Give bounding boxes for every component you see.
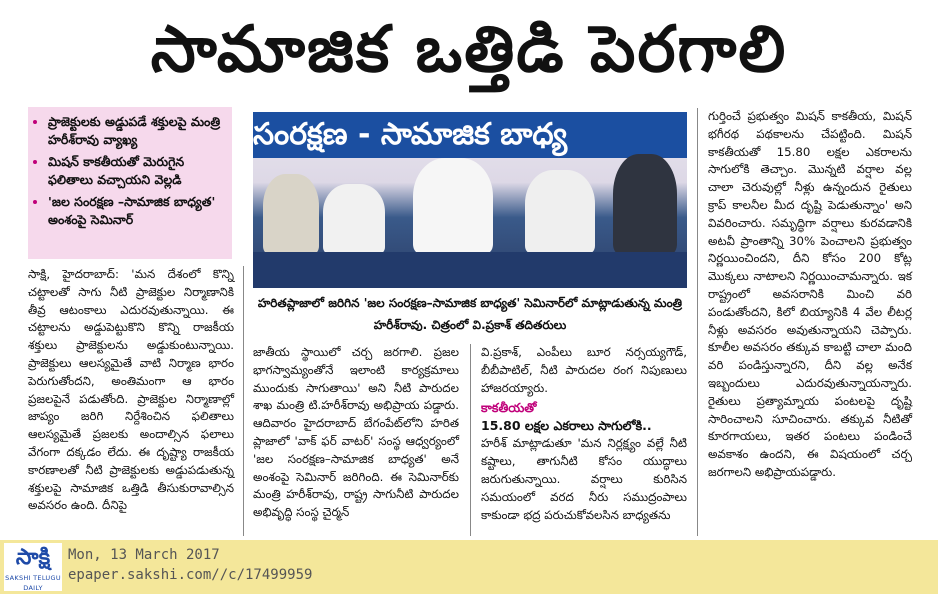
article-column-3 xyxy=(481,344,687,524)
article-text: గుర్తించే ప్రభుత్వం మిషన్ కాకతీయ, మిషన్ భగీరథ పథకాలను చేపట్టింది. మిషన్ కాకతీయతో 15.80 లక్షల ఎకరాలను సాగులోకి తెచ్చాం. మొన్నటి వర్షాల వల్ల చాలా చెరువుల్లో నీళ్లు ఉన్నందున రైతులు క్రాప్ కాలనీల మీద దృష్టి పెడుతున్నాం' అని వివరించారు. సమృద్ధిగా వర్షాలు కురవడానికి అటవీ ప్రాంతాన్ని 30% పెంచాలని ప్రభుత్వం నిర్ణయించిందని, దీని కోసం 200 కోట్ల మొక్కలు నాటాలని నిర్ణయించామన్నారు. ఇక రాష్ట్రంలో అవసరానికి మించి వరి పండుతోందని, కిలో బియ్యానికి 4 వేల లీటర్ల నీళ్లు అవసరం అవుతున్నాయని చెప్పారు. కూలీల అవసరం తక్కువ కాబట్టి చాలా మంది వరి పండిస్తున్నారని, దీని వల్ల అనేక ఇబ్బందులు ఎదురవుతున్నాయన్నారు. రైతులు ప్రత్యామ్నాయ పంటలపై దృష్టి సారించాలని సూచించారు. తక్కువ నీటితో కూరగాయలు, ఇతర పంటలు పండించే అవకాశం ఉందని, ఈ విషయంలో చర్చ జరగాలని అభిప్రాయపడ్డారు. xyxy=(708,109,912,479)
article-text: జాతీయ స్థాయిలో చర్చ జరగాలి. ప్రజల భాగస్వామ్యంతోనే ఇలాంటి కార్యక్రమాలు ముందుకు సాగుతాయి' అని నీటి పారుదల శాఖ మంత్రి టి.హరీశ్‌రావు అభిప్రాయ పడ్డారు. ఆదివారం హైదరాబాద్ బేగంపేట్‌లోని హరిత ప్లాజాలో 'వాక్ ఫర్ వాటర్' సంస్థ ఆధ్వర్యంలో 'జల సంరక్షణ–సామాజిక బాధ్యత' అనే అంశంపై సెమినార్ జరిగింది. ఈ సెమినార్‌కు మంత్రి హరీశ్‌రావు, రాష్ట్ర సాగునీటి పారుదల అభివృద్ధి సంస్థ చైర్మన్ xyxy=(253,345,459,520)
highlight-item: • ప్రాజెక్టులకు అడ్డుపడే శక్తులపై మంత్రి హరీశ్‌రావు వ్యాఖ్య xyxy=(48,113,224,149)
person-figure xyxy=(323,184,385,254)
logo-text: సాక్షి xyxy=(15,545,51,570)
highlights-box xyxy=(28,107,232,259)
person-figure xyxy=(263,174,319,254)
person-figure xyxy=(613,154,677,254)
highlight-item: • మిషన్ కాకతీయతో మెరుగైన ఫలితాలు వచ్చాయని వెల్లడి xyxy=(48,153,224,189)
article-column-4 xyxy=(708,108,912,482)
person-figure xyxy=(525,170,595,254)
subheading-accent: కాకతీయతో xyxy=(481,400,537,416)
logo-subtext: SAKSHI TELUGU DAILY xyxy=(5,574,61,592)
photo-caption: హరితప్లాజాలో జరిగిన 'జల సంరక్షణ–సామాజిక బాధ్యత' సెమినార్‌లో మాట్లాడుతున్న మంత్రి హరీశ్‌రావు. చిత్రంలో వి.ప్రకాశ్ తదితరులు xyxy=(257,296,683,332)
sakshi-logo[interactable] xyxy=(4,543,62,591)
column-divider xyxy=(697,108,698,536)
edition-date: Mon, 13 March 2017 xyxy=(68,547,220,563)
article-text: వి.ప్రకాశ్, ఎంపీలు బూర నర్సయ్యగౌడ్, బీబీపాటిల్, నీటి పారుదల రంగ నిపుణులు హాజరయ్యారు. xyxy=(481,345,687,395)
article-text: హరీశ్ మాట్లాడుతూ 'మన నిర్లక్ష్యం వల్లే నీటి కష్టాలు, తాగునీటి కోసం యుద్ధాలు జరుగుతున్నాయి. వర్షాలు కురిసిన సమయంలో వరద నీరు సముద్రంపాలు కాకుండా భద్ర పరుచుకోవలసిన బాధ్యతను xyxy=(481,436,687,522)
article-text: సాక్షి, హైదరాబాద్: 'మన దేశంలో కొన్ని చట్టాలతో సాగు నీటి ప్రాజెక్టుల నిర్మాణానికి తీవ్ర ఆటంకాలు ఎదురవుతున్నాయి. ఈ చట్టాలను అడ్డుపెట్టుకొని కొన్ని రాజకీయ శక్తులు ప్రాజెక్టులను అడ్డుకుంటున్నాయి. ప్రాజెక్టులు ఆలస్యమైతే వాటి నిర్మాణ భారం పెరుగుతోందని, అంతిమంగా ఆ భారం ప్రజలపైనే పడుతోంది. ప్రాజెక్టుల నిర్మాణాల్లో జాప్యం జరిగి నిర్దేశించిన ఫలితాలు ఆలస్యమైతే ప్రజలకు అందాల్సిన ఫలాలు వేగంగా దక్కడం లేదు. ఈ దృష్ట్యా రాజకీయ కారణాలతో నీటి ప్రాజెక్టులకు అడ్డుపడుతున్న శక్తులపై సామాజిక ఒత్తిడి తీసుకురావాల్సిన అవసరం ఉంది. దీనిపై xyxy=(28,267,234,513)
article-column-1 xyxy=(28,266,234,515)
epaper-link[interactable]: epaper.sakshi.com//c/17499959 xyxy=(68,567,313,583)
column-divider xyxy=(470,344,471,536)
dais-table xyxy=(253,252,687,288)
article-column-2 xyxy=(253,344,459,522)
person-figure xyxy=(413,158,493,254)
column-divider xyxy=(243,266,244,536)
subheading xyxy=(481,399,687,435)
highlight-item: • 'జల సంరక్షణ –సామాజిక బాధ్యత' అంశంపై సెమినార్ xyxy=(48,193,224,229)
headline: సామాజిక ఒత్తిడి పెరగాలి xyxy=(150,13,788,87)
footer-bar xyxy=(0,540,938,594)
photo-banner: సంరక్షణ - సామాజిక బాధ్య xyxy=(253,112,687,158)
news-photo xyxy=(253,112,687,288)
subheading-text: 15.80 లక్షల ఎకరాలు సాగులోకి.. xyxy=(481,418,652,434)
